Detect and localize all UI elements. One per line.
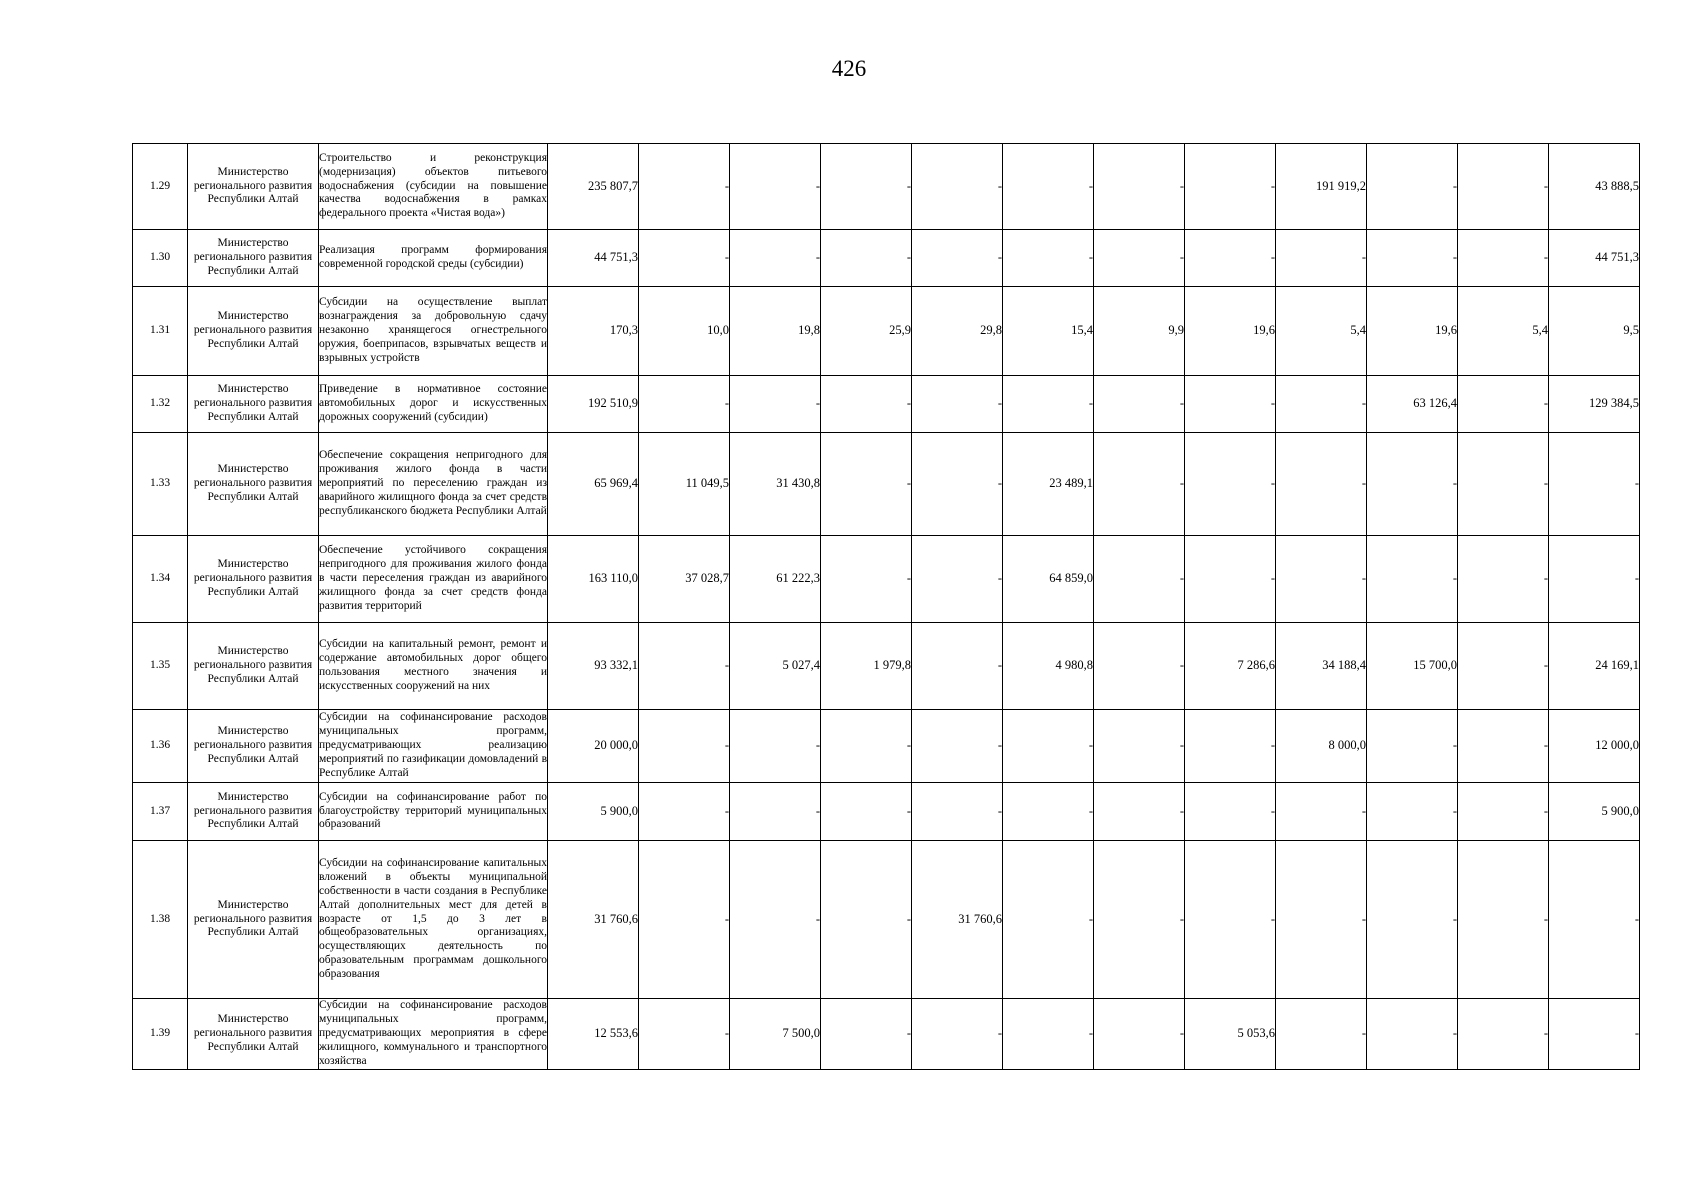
value-cell: - [1003,999,1094,1070]
total-value-cell: 170,3 [548,287,639,376]
value-cell: - [912,783,1003,841]
value-cell: 61 222,3 [730,536,821,623]
value-cell: 23 489,1 [1003,433,1094,536]
value-cell: - [1094,536,1185,623]
measure-description-cell: Субсидии на софинансирование работ по благоустройству территорий муниципальных образований [319,783,548,841]
value-cell: - [1458,144,1549,230]
value-cell: - [1458,623,1549,710]
value-cell: - [1549,536,1640,623]
row-number-cell: 1.31 [133,287,188,376]
value-cell: - [1458,536,1549,623]
value-cell: 9,9 [1094,287,1185,376]
value-cell: - [639,999,730,1070]
row-number-cell: 1.39 [133,999,188,1070]
total-value-cell: 44 751,3 [548,230,639,287]
value-cell: 64 859,0 [1003,536,1094,623]
value-cell: - [730,783,821,841]
value-cell: 63 126,4 [1367,376,1458,433]
value-cell: - [1003,376,1094,433]
value-cell: - [1185,144,1276,230]
value-cell: - [730,710,821,783]
row-number-cell: 1.33 [133,433,188,536]
total-value-cell: 163 110,0 [548,536,639,623]
responsible-executor-cell: Министерство регионального развития Республики Алтай [188,710,319,783]
value-cell: - [1094,230,1185,287]
value-cell: - [821,433,912,536]
value-cell: - [1185,230,1276,287]
row-number-cell: 1.38 [133,841,188,999]
table-row [133,144,1640,230]
value-cell: - [1367,144,1458,230]
value-cell: 44 751,3 [1549,230,1640,287]
value-cell: - [1276,841,1367,999]
row-number-cell: 1.30 [133,230,188,287]
value-cell: - [1458,783,1549,841]
value-cell: - [821,783,912,841]
table-row [133,999,1640,1070]
value-cell: 24 169,1 [1549,623,1640,710]
value-cell: 129 384,5 [1549,376,1640,433]
value-cell: - [912,710,1003,783]
total-value-cell: 12 553,6 [548,999,639,1070]
responsible-executor-cell: Министерство регионального развития Республики Алтай [188,623,319,710]
value-cell: - [730,376,821,433]
row-number-cell: 1.37 [133,783,188,841]
measure-description-cell: Субсидии на капитальный ремонт, ремонт и содержание автомобильных дорог общего пользования местного значения и искусственных сооружений на них [319,623,548,710]
value-cell: - [1094,783,1185,841]
value-cell: - [912,144,1003,230]
value-cell: - [1458,710,1549,783]
table-row [133,536,1640,623]
value-cell: - [1185,536,1276,623]
value-cell: 7 500,0 [730,999,821,1070]
value-cell: - [1458,376,1549,433]
value-cell: - [1367,783,1458,841]
value-cell: - [1094,144,1185,230]
value-cell: - [1458,433,1549,536]
responsible-executor-cell: Министерство регионального развития Республики Алтай [188,144,319,230]
measure-description-cell: Реализация программ формирования современной городской среды (субсидии) [319,230,548,287]
value-cell: - [1549,433,1640,536]
value-cell: - [1185,783,1276,841]
value-cell: - [1003,783,1094,841]
value-cell: - [1003,144,1094,230]
value-cell: - [1367,999,1458,1070]
value-cell: - [639,376,730,433]
value-cell: - [1276,433,1367,536]
value-cell: - [1094,433,1185,536]
value-cell: - [1094,623,1185,710]
value-cell: - [1185,433,1276,536]
table-row [133,623,1640,710]
value-cell: - [639,841,730,999]
value-cell: 31 430,8 [730,433,821,536]
value-cell: - [821,230,912,287]
value-cell: - [639,144,730,230]
value-cell: - [912,230,1003,287]
value-cell: 19,8 [730,287,821,376]
total-value-cell: 192 510,9 [548,376,639,433]
value-cell: - [1185,710,1276,783]
value-cell: - [1276,999,1367,1070]
value-cell: - [1367,841,1458,999]
responsible-executor-cell: Министерство регионального развития Республики Алтай [188,536,319,623]
value-cell: - [912,623,1003,710]
row-number-cell: 1.36 [133,710,188,783]
measure-description-cell: Приведение в нормативное состояние автомобильных дорог и искусственных дорожных сооружений (субсидии) [319,376,548,433]
table-row [133,287,1640,376]
row-number-cell: 1.32 [133,376,188,433]
value-cell: - [1549,841,1640,999]
row-number-cell: 1.34 [133,536,188,623]
table-row [133,841,1640,999]
table-body [133,144,1640,1070]
table-row [133,230,1640,287]
value-cell: - [912,999,1003,1070]
measure-description-cell: Субсидии на осуществление выплат вознаграждения за добровольную сдачу незаконно хранящегося огнестрельного оружия, боеприпасов, взрывчатых веществ и взрывных устройств [319,287,548,376]
page-number: 426 [831,56,867,81]
value-cell: 7 286,6 [1185,623,1276,710]
table-row [133,710,1640,783]
value-cell: - [1185,376,1276,433]
responsible-executor-cell: Министерство регионального развития Республики Алтай [188,783,319,841]
value-cell: 8 000,0 [1276,710,1367,783]
measure-description-cell: Строительство и реконструкция (модернизация) объектов питьевого водоснабжения (субсидии на повышение качества водоснабжения в рамках федерального проекта «Чистая вода») [319,144,548,230]
value-cell: 25,9 [821,287,912,376]
value-cell: - [1003,230,1094,287]
value-cell: - [821,536,912,623]
row-number-cell: 1.35 [133,623,188,710]
total-value-cell: 235 807,7 [548,144,639,230]
value-cell: - [1367,433,1458,536]
value-cell: - [1276,376,1367,433]
value-cell: - [1276,536,1367,623]
value-cell: - [1367,230,1458,287]
value-cell: - [730,144,821,230]
value-cell: 1 979,8 [821,623,912,710]
total-value-cell: 5 900,0 [548,783,639,841]
value-cell: 19,6 [1367,287,1458,376]
value-cell: - [1458,999,1549,1070]
value-cell: 15,4 [1003,287,1094,376]
measure-description-cell: Субсидии на софинансирование расходов муниципальных программ, предусматривающих реализацию мероприятий по газификации домовладений в Республике Алтай [319,710,548,783]
value-cell: - [639,230,730,287]
table-row [133,433,1640,536]
value-cell: - [821,710,912,783]
responsible-executor-cell: Министерство регионального развития Республики Алтай [188,287,319,376]
value-cell: 5 027,4 [730,623,821,710]
value-cell: - [639,783,730,841]
value-cell: 37 028,7 [639,536,730,623]
value-cell: 10,0 [639,287,730,376]
value-cell: - [1003,710,1094,783]
row-number-cell: 1.29 [133,144,188,230]
responsible-executor-cell: Министерство регионального развития Республики Алтай [188,433,319,536]
value-cell: 5 053,6 [1185,999,1276,1070]
value-cell: - [639,623,730,710]
total-value-cell: 93 332,1 [548,623,639,710]
value-cell: - [1458,230,1549,287]
value-cell: 4 980,8 [1003,623,1094,710]
value-cell: - [1367,710,1458,783]
measure-description-cell: Обеспечение устойчивого сокращения непригодного для проживания жилого фонда в части переселения граждан из аварийного жилищного фонда за счет средств фонда развития территорий [319,536,548,623]
value-cell: - [1367,536,1458,623]
value-cell: - [912,536,1003,623]
value-cell: - [821,999,912,1070]
value-cell: - [1094,710,1185,783]
value-cell: - [639,710,730,783]
value-cell: 34 188,4 [1276,623,1367,710]
value-cell: - [912,433,1003,536]
value-cell: - [1549,999,1640,1070]
value-cell: 5,4 [1458,287,1549,376]
value-cell: 31 760,6 [912,841,1003,999]
value-cell: - [1094,841,1185,999]
table-row [133,783,1640,841]
value-cell: - [1003,841,1094,999]
value-cell: 5,4 [1276,287,1367,376]
value-cell: - [821,841,912,999]
measure-description-cell: Субсидии на софинансирование расходов муниципальных программ, предусматривающих мероприятия в сфере жилищного, коммунального и транспортного хозяйства [319,999,548,1070]
responsible-executor-cell: Министерство регионального развития Республики Алтай [188,999,319,1070]
value-cell: 5 900,0 [1549,783,1640,841]
responsible-executor-cell: Министерство регионального развития Республики Алтай [188,841,319,999]
value-cell: - [912,376,1003,433]
value-cell: 19,6 [1185,287,1276,376]
value-cell: 15 700,0 [1367,623,1458,710]
responsible-executor-cell: Министерство регионального развития Республики Алтай [188,376,319,433]
total-value-cell: 31 760,6 [548,841,639,999]
budget-table [132,143,1640,1070]
total-value-cell: 65 969,4 [548,433,639,536]
value-cell: 12 000,0 [1549,710,1640,783]
value-cell: 43 888,5 [1549,144,1640,230]
measure-description-cell: Субсидии на софинансирование капитальных вложений в объекты муниципальной собственности в части создания в Республике Алтай дополнительных мест для детей в возрасте от 1,5 до 3 лет в общеобразовательных организациях, осуществляющих деятельность по образовательным программам дошкольного образования [319,841,548,999]
total-value-cell: 20 000,0 [548,710,639,783]
value-cell: 11 049,5 [639,433,730,536]
value-cell: - [730,841,821,999]
value-cell: - [821,376,912,433]
measure-description-cell: Обеспечение сокращения непригодного для проживания жилого фонда в части мероприятий по переселению граждан из аварийного жилищного фонда за счет средств республиканского бюджета Республики Алтай [319,433,548,536]
value-cell: 9,5 [1549,287,1640,376]
table-row [133,376,1640,433]
value-cell: - [1094,376,1185,433]
value-cell: - [1458,841,1549,999]
value-cell: 191 919,2 [1276,144,1367,230]
value-cell: - [1276,230,1367,287]
value-cell: - [821,144,912,230]
value-cell: - [1276,783,1367,841]
value-cell: 29,8 [912,287,1003,376]
value-cell: - [1185,841,1276,999]
responsible-executor-cell: Министерство регионального развития Республики Алтай [188,230,319,287]
value-cell: - [1094,999,1185,1070]
value-cell: - [730,230,821,287]
